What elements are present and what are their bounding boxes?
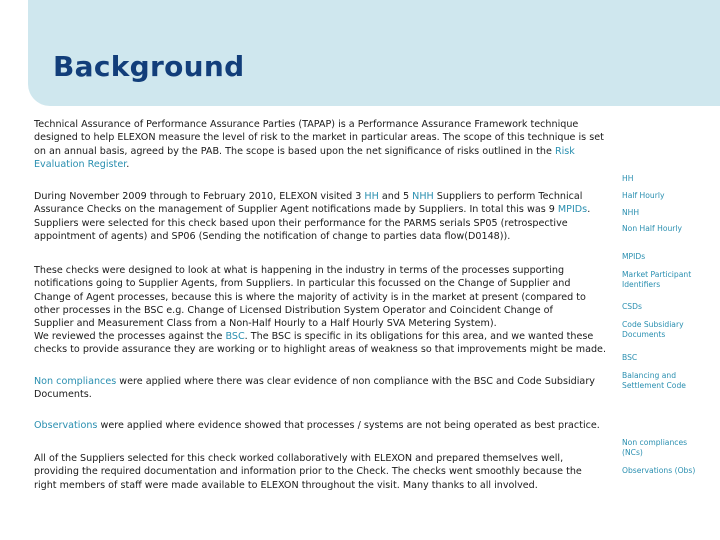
noncompliance-text: were applied where there was clear evidence of non compliance with the BSC and Code Subsidiary Documents. [34,376,595,401]
thanks-paragraph [34,452,594,492]
glossary-mpids-term: MPIDs [622,252,646,261]
glossary-mpids-def: Market Participant Identifiers [622,270,692,289]
glossary-nc-term: Non compliances (NCs) [622,438,688,457]
glossary-bsc-def: Balancing and Settlement Code [622,371,686,390]
glossary-bsc-term: BSC [622,353,638,362]
glossary-hh-def: Half Hourly [622,191,665,200]
review-text-b: . The BSC is specific in its obligations for this area, and we wanted these checks to provide assurance they are working or to highlight areas of weakness so that improvements might be made. [34,331,607,356]
non-compliances-link[interactable]: Non compliances [34,376,117,387]
visits-text-d: . Suppliers were selected for this check based upon their performance for the PARMS serials SP05 (retrospective appointment of agents) and SP06 (Sending the notification of change to parties data flow(D0148)). [34,204,591,242]
glossary-hh-term: HH [622,174,634,183]
intro-text: Technical Assurance of Performance Assurance Parties (TAPAP) is a Performance Assurance Framework technique designed to help ELEXON measure the level of risk to the market in particular areas. The scope of this technique is set on an annual basis, agreed by the PAB. The scope is based upon the net significance of risks outlined in the [34,119,604,157]
noncompliance-paragraph [34,375,599,402]
visits-text-a: During November 2009 through to February 2010, ELEXON visited 3 [34,191,365,202]
observations-link[interactable]: Observations [34,420,98,431]
observations-paragraph [34,419,616,432]
hh-link[interactable]: HH [364,191,379,202]
bsc-link[interactable]: BSC [225,331,245,342]
review-paragraph [34,330,616,357]
checks-paragraph [34,264,594,330]
intro-end: . [126,158,130,170]
glossary-csds-def: Code Subsidiary Documents [622,320,684,339]
glossary-csds-term: CSDs [622,302,642,311]
observations-text: were applied where evidence showed that processes / systems are not being operated as best practice. [97,420,600,431]
risk-register-link[interactable]: Risk Evaluation Register [34,145,575,170]
glossary-obs-term: Observations (Obs) [622,466,696,475]
glossary-nhh-term: NHH [622,208,640,217]
glossary-nhh-def: Non Half Hourly [622,224,683,233]
mpids-link[interactable]: MPIDs [557,204,588,216]
visits-paragraph [34,190,594,243]
checks-text: These checks were designed to look at what is happening in the industry in terms of the processes supporting notifications going to Supplier Agents, from Suppliers. In particular this focussed on the Change of Supplier and Change of Agent processes, because this is where the majority of activity is in the market at present (compared to other processes in the BSC e.g. Change of Licensed Distribution System Operator and Coincident Change of Supplier and Measurement Class from a Non-Half Hourly to a Half Hourly SVA Metering System). [34,265,586,330]
nhh-link[interactable]: NHH [412,191,434,202]
page-title: Background [53,50,245,83]
thanks-text: All of the Suppliers selected for this check worked collaboratively with ELEXON and prepared themselves well, providing the required documentation and information prior to the Check. The checks went smoothly because the right members of staff were made available to ELEXON throughout the visit. Many thanks to all involved. [34,453,582,491]
intro-paragraph [34,118,616,171]
visits-text-c: Suppliers to perform Technical Assurance Checks on the management of Supplier Agent notifications made by Suppliers. In total this was 9 [34,191,583,216]
visits-text-b: and 5 [378,191,413,202]
review-text-a: We reviewed the processes against the [34,331,226,342]
